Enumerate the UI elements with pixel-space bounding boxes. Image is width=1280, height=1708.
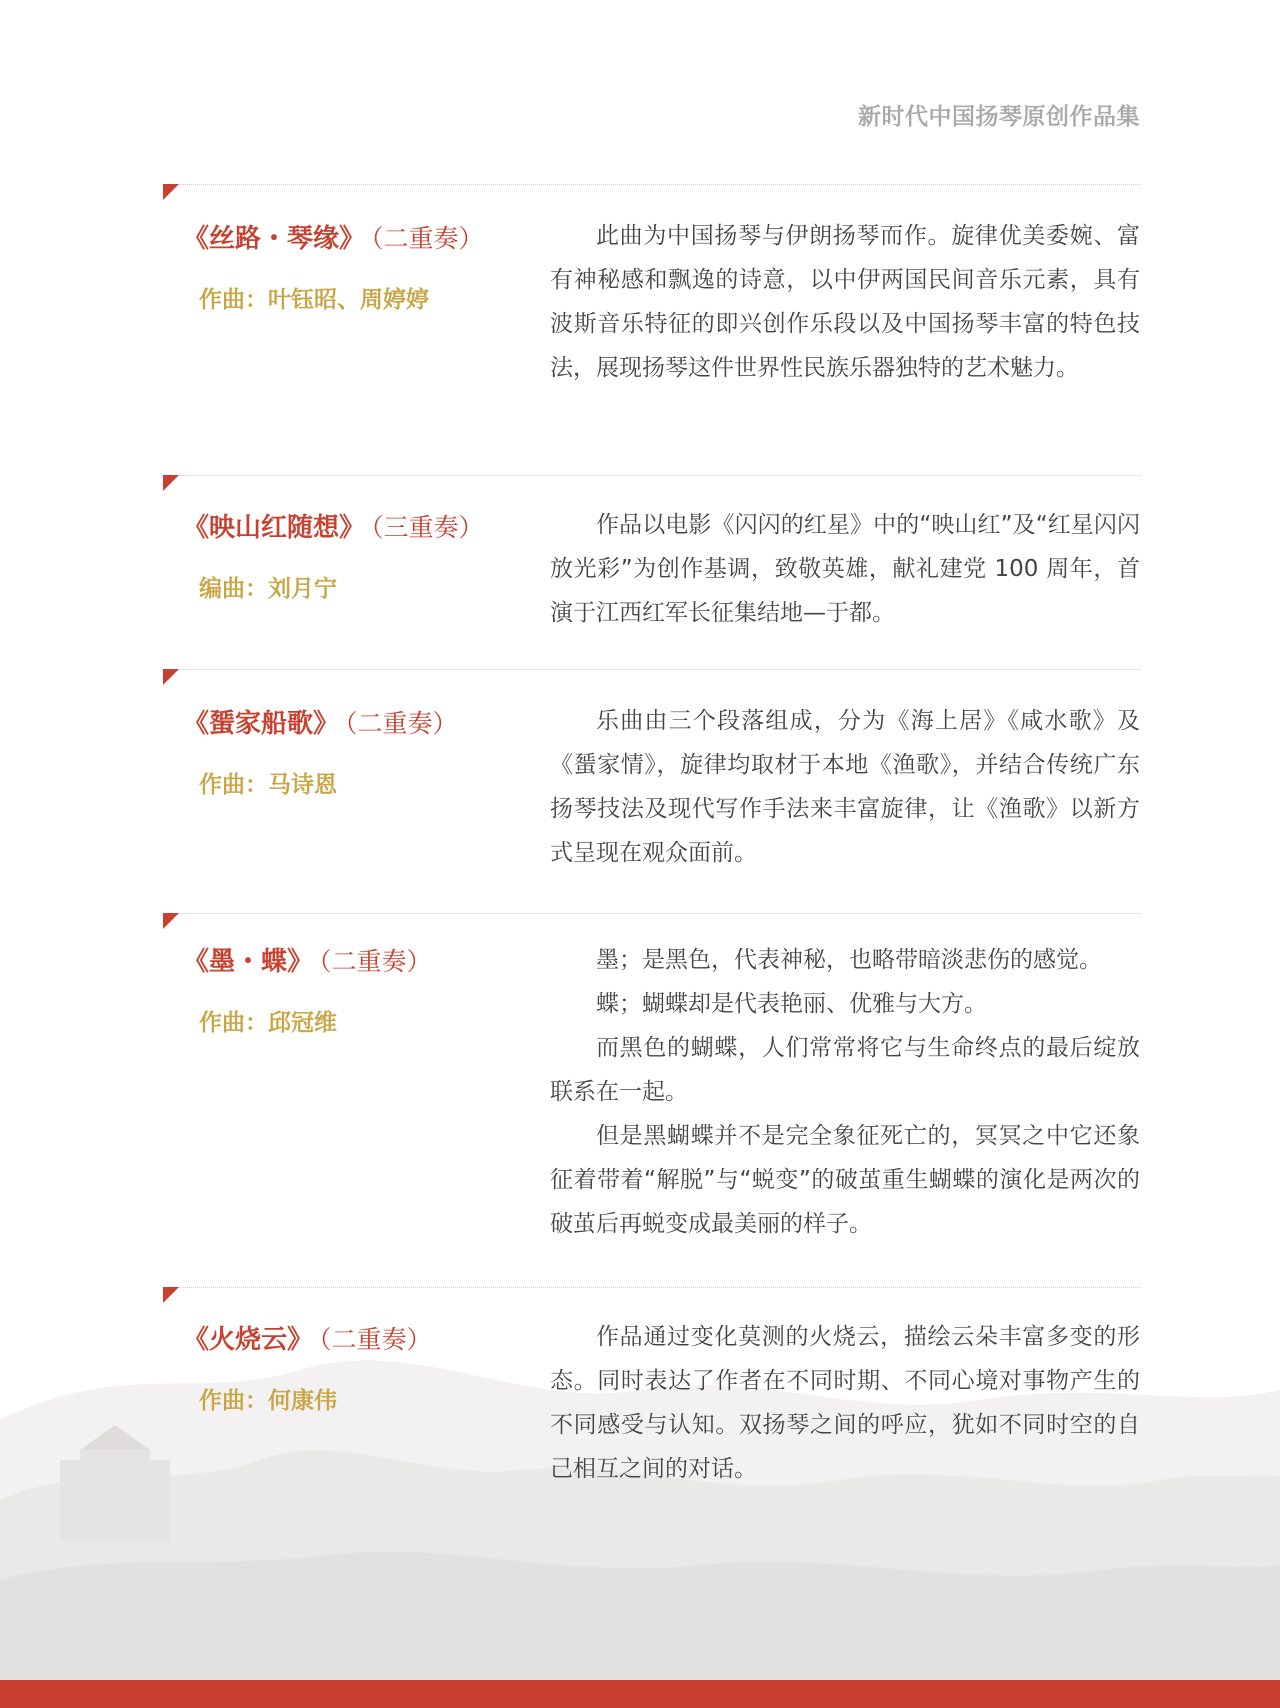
piece-description <box>550 938 1140 1246</box>
piece-title: 《映山红随想》 <box>183 513 366 543</box>
description-paragraph: 此曲为中国扬琴与伊朗扬琴而作。旋律优美委婉、富有神秘感和飘逸的诗意，以中伊两国民间音乐元素，具有波斯音乐特征的即兴创作乐段以及中国扬琴丰富的特色技法，展现扬琴这件世界性民族乐器独特的艺术魅力。 <box>550 223 1140 381</box>
composer-credit: 作曲：何康伟 <box>199 1388 337 1415</box>
description-paragraph: 墨；是黑色，代表神秘，也略带暗淡悲伤的感觉。 <box>596 947 1102 973</box>
piece-form: （二重奏） <box>319 1325 432 1354</box>
header-title: 新时代中国扬琴原创作品集 <box>858 104 1140 130</box>
dotted-divider <box>163 184 1140 185</box>
description-paragraph: 但是黑蝴蝶并不是完全象征死亡的，冥冥之中它还象征着带着“解脱”与“蜕变”的破茧重生蝴蝶的演化是两次的破茧后再蜕变成最美丽的样子。 <box>550 1123 1140 1237</box>
piece-description <box>550 214 1140 390</box>
piece-description <box>550 503 1140 635</box>
piece-title: 《蜑家船歌》 <box>183 709 340 739</box>
triangle-marker-icon <box>163 669 179 685</box>
piece-title: 《丝路・琴缘》 <box>183 224 366 254</box>
description-paragraph: 乐曲由三个段落组成，分为《海上居》《咸水歌》及《蜑家情》，旋律均取材于本地《渔歌》，并结合传统广东扬琴技法及现代写作手法来丰富旋律，让《渔歌》以新方式呈现在观众面前。 <box>550 708 1140 866</box>
piece-description <box>550 1315 1140 1491</box>
bottom-accent-bar <box>0 1680 1280 1708</box>
piece-form: （二重奏） <box>371 224 484 253</box>
description-paragraph: 而黑色的蝴蝶，人们常常将它与生命终点的最后绽放联系在一起。 <box>550 1035 1140 1105</box>
composer-credit: 作曲：马诗恩 <box>199 772 337 799</box>
composer-credit: 作曲：邱冠维 <box>199 1010 337 1037</box>
piece-form: （三重奏） <box>371 513 484 542</box>
description-paragraph: 作品以电影《闪闪的红星》中的“映山红”及“红星闪闪放光彩”为创作基调，致敬英雄，献礼建党 100 周年，首演于江西红军长征集结地—于都。 <box>550 512 1140 626</box>
piece-title: 《火烧云》 <box>183 1325 314 1355</box>
triangle-marker-icon <box>163 475 179 491</box>
triangle-marker-icon <box>163 913 179 929</box>
dotted-divider <box>163 913 1140 914</box>
description-paragraph: 蝶；蝴蝶却是代表艳丽、优雅与大方。 <box>596 991 987 1017</box>
composer-credit: 作曲：叶钰昭、周婷婷 <box>199 287 429 314</box>
piece-description <box>550 699 1140 875</box>
piece-form: （二重奏） <box>319 947 432 976</box>
dotted-divider <box>163 1287 1140 1288</box>
piece-title: 《墨・蝶》 <box>183 947 314 977</box>
dotted-divider <box>163 475 1140 476</box>
description-paragraph: 作品通过变化莫测的火烧云，描绘云朵丰富多变的形态。同时表达了作者在不同时期、不同心境对事物产生的不同感受与认知。双扬琴之间的呼应，犹如不同时空的自己相互之间的对话。 <box>550 1324 1140 1482</box>
triangle-marker-icon <box>163 1287 179 1303</box>
composer-credit: 编曲：刘月宁 <box>199 576 337 603</box>
piece-form: （二重奏） <box>345 709 458 738</box>
triangle-marker-icon <box>163 184 179 200</box>
dotted-divider <box>163 669 1140 670</box>
